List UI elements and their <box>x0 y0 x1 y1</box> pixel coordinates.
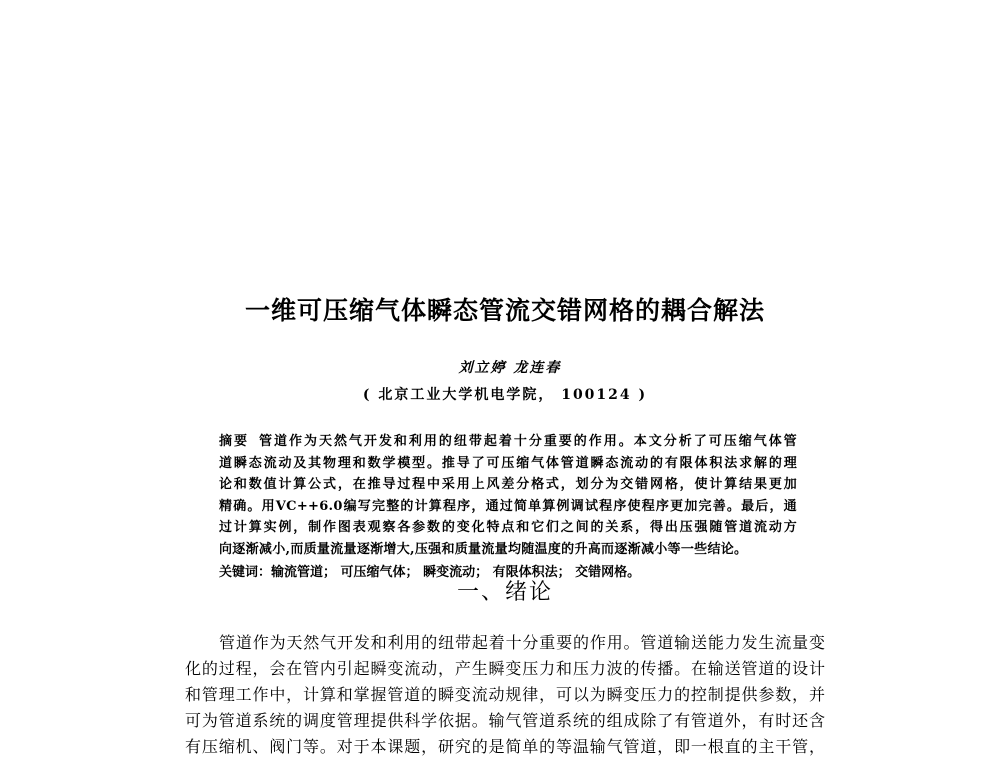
paper-title: 一维可压缩气体瞬态管流交错网格的耦合解法 <box>244 296 765 325</box>
keywords-label: 关键词： <box>219 565 272 580</box>
abstract-line: 精确。用VC++6.0编写完整的计算程序，通过简单算例调试程序使程序更加完善。最后，通 <box>219 498 797 514</box>
abstract-line <box>219 431 797 453</box>
abstract-text: 管道作为天然气开发和利用的纽带起着十分重要的作用。本文分析了可压缩气体管 <box>258 434 797 449</box>
body-paragraph <box>185 630 825 760</box>
paper-affiliation: ( 北京工业大学机电学院， 100124 ) <box>362 387 648 403</box>
abstract-line: 过计算实例，制作图表观察各参数的变化特点和它们之间的关系，得出压强随管道流动方 <box>219 520 797 535</box>
body-line: 化的过程，会在管内引起瞬变流动，产生瞬变压力和压力波的传播。在输送管道的设计 <box>185 659 825 678</box>
keywords-text: 输流管道； 可压缩气体； 瞬变流动； 有限体积法； 交错网格。 <box>271 565 641 580</box>
body-line: 管道作为天然气开发和利用的纽带起着十分重要的作用。管道输送能力发生流量变 <box>219 633 825 652</box>
paper-authors: 刘立婷 龙连春 <box>458 360 562 376</box>
abstract-line: 向逐渐减小,而质量流量逐渐增大,压强和质量流量均随温度的升高而逐渐减小等一些结论。 <box>219 541 748 557</box>
abstract-line: 论和数值计算公式，在推导过程中采用上风差分格式，划分为交错网格，使计算结果更加 <box>219 477 797 492</box>
body-line: 有压缩机、阀门等。对于本课题，研究的是简单的等温输气管道，即一根直的主干管， <box>185 737 825 756</box>
abstract-block <box>219 431 797 560</box>
abstract-label: 摘要 <box>219 434 249 449</box>
section-heading: 一、绪论 <box>456 580 553 605</box>
body-line: 和管理工作中，计算和掌握管道的瞬变流动规律，可以为瞬变压力的控制提供参数，并 <box>185 685 825 704</box>
abstract-line: 道瞬态流动及其物理和数学模型。推导了可压缩气体管道瞬态流动的有限体积法求解的理 <box>219 455 797 471</box>
body-line: 可为管道系统的调度管理提供科学依据。输气管道系统的组成除了有管道外，有时还含 <box>185 711 825 730</box>
